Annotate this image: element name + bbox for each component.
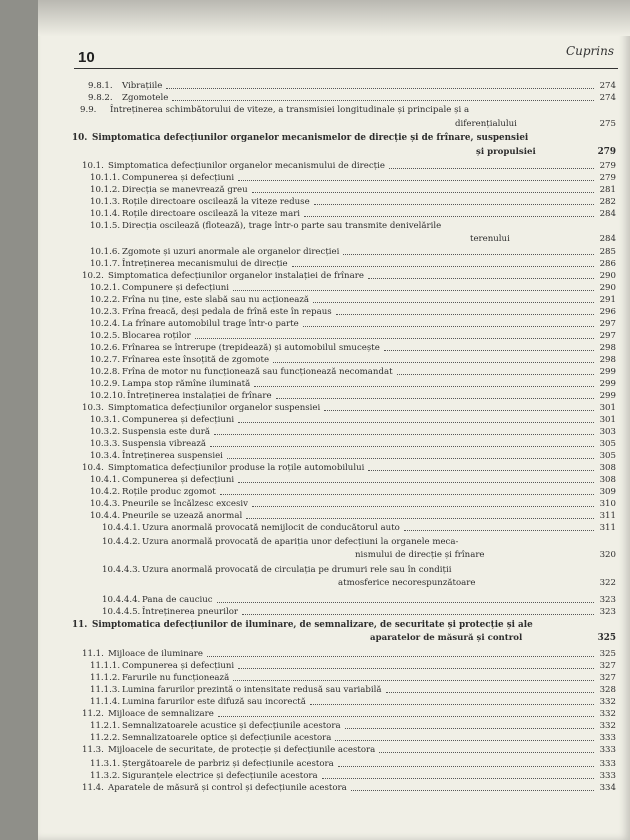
toc-entry-title: Compunerea și defecțiuni [122, 173, 235, 183]
toc-entry-page: 305 [599, 451, 616, 461]
toc-dot-leader [238, 474, 594, 483]
toc-entry-number: 10.4.4.4. [102, 595, 141, 605]
toc-entry-title: Semnalizatoarele acustice și defecțiunile acestora [122, 721, 341, 731]
toc-entry [38, 594, 630, 606]
toc-dot-leader [238, 172, 594, 181]
toc-entry [38, 708, 630, 720]
toc-entry [38, 648, 630, 660]
toc-dot-leader [304, 208, 594, 217]
toc-entry-title: Pana de cauciuc [142, 595, 213, 605]
toc-entry [38, 536, 630, 560]
toc-entry [38, 732, 630, 744]
toc-dot-leader [303, 318, 594, 327]
toc-entry-page: 334 [599, 783, 616, 793]
toc-entry [38, 414, 630, 426]
toc-entry-number: 11.2.2. [90, 733, 121, 743]
toc-entry-page: 325 [599, 649, 616, 659]
toc-entry-page: 290 [599, 283, 616, 293]
toc-entry-number: 10.4.3. [90, 499, 121, 509]
toc-entry-continuation: diferențialului [455, 119, 517, 129]
toc-entry-number: 10.3.2. [90, 427, 121, 437]
toc-dot-leader [220, 486, 594, 495]
toc-entry-number: 10.2.1. [90, 283, 121, 293]
toc-entry [38, 522, 630, 534]
page-number: 10 [78, 49, 95, 66]
toc-entry-number: 11.1.4. [90, 697, 121, 707]
toc-entry-number: 10.2.2. [90, 295, 121, 305]
toc-entry [38, 294, 630, 306]
toc-entry-number: 10.2. [82, 271, 104, 281]
toc-entry-page: 291 [599, 295, 616, 305]
toc-entry [38, 342, 630, 354]
toc-dot-leader [314, 196, 594, 205]
toc-dot-leader [338, 758, 594, 767]
toc-entry-title: Siguranțele electrice și defecțiunile acestora [122, 771, 318, 781]
toc-entry-title: Roțile directoare oscilează la viteze mari [122, 209, 301, 219]
toc-entry-title: Frîna nu ține, este slabă sau nu acționează [122, 295, 310, 305]
toc-entry-title: Mijloace de semnalizare [108, 709, 214, 719]
toc-entry-continuation: terenului [470, 234, 510, 244]
toc-entry-title: La frînare automobilul trage într-o parte [122, 319, 299, 329]
toc-dot-leader [310, 696, 594, 705]
toc-entry-title: Frîna de motor nu funcționează sau funcționează necomandat [122, 367, 393, 377]
toc-entry-number: 10.1.1. [90, 173, 121, 183]
toc-entry-title: Pneurile se încălzesc excesiv [122, 499, 248, 509]
toc-entry-number: 10.4.2. [90, 487, 121, 497]
toc-entry-page: 279 [597, 147, 616, 157]
toc-dot-leader [273, 354, 594, 363]
toc-entry-number: 10.2.8. [90, 367, 121, 377]
toc-entry-continuation: și propulsiei [476, 147, 536, 157]
toc-entry [38, 696, 630, 708]
toc-entry [38, 402, 630, 414]
toc-entry [38, 474, 630, 486]
toc-entry [38, 450, 630, 462]
toc-entry-title: Vibrațiile [122, 81, 163, 91]
toc-entry-title: Întreținerea pneurilor [142, 607, 238, 617]
toc-entry-number: 9.8.2. [88, 93, 113, 103]
toc-entry-number: 11. [72, 620, 88, 630]
toc-dot-leader [218, 708, 594, 717]
toc-dot-leader [238, 414, 594, 423]
toc-dot-leader [292, 258, 594, 267]
toc-entry-page: 333 [599, 771, 616, 781]
toc-dot-leader [336, 306, 594, 315]
toc-entry [38, 92, 630, 104]
toc-entry-title: Simptomatica defecțiunilor organelor suspensiei [108, 403, 321, 413]
toc-entry-page: 301 [599, 415, 616, 425]
toc-entry-title: Întreținerea suspensiei [122, 451, 223, 461]
toc-dot-leader [343, 246, 594, 255]
toc-dot-leader [195, 330, 594, 339]
toc-entry [38, 758, 630, 770]
toc-entry-title: Simptomatica defecțiunilor organelor instalației de frînare [108, 271, 364, 281]
toc-entry-number: 10.3.1. [90, 415, 121, 425]
toc-entry-number: 10.4.4.5. [102, 607, 141, 617]
toc-entry-page: 320 [599, 550, 616, 560]
toc-dot-leader [246, 510, 594, 519]
header-rule [74, 68, 618, 69]
toc-entry [38, 366, 630, 378]
toc-entry-title: Direcția oscilează (flotează), trage într-o parte sau transmite denivelările [122, 221, 442, 231]
section-title: Cuprins [565, 44, 614, 58]
toc-entry-number: 10.3.4. [90, 451, 121, 461]
toc-entry-title: Suspensia este dură [122, 427, 211, 437]
toc-entry-page: 299 [599, 367, 616, 377]
toc-entry-number: 9.9. [80, 105, 97, 115]
toc-entry [38, 619, 630, 643]
toc-entry-page: 311 [599, 523, 616, 533]
toc-dot-leader [207, 648, 594, 657]
toc-entry-page: 311 [599, 511, 616, 521]
toc-dot-leader [324, 402, 594, 411]
toc-entry-page: 274 [599, 93, 616, 103]
toc-entry-number: 11.4. [82, 783, 104, 793]
toc-dot-leader [322, 770, 594, 779]
toc-entry-page: 328 [599, 685, 616, 695]
toc-entry [38, 438, 630, 450]
toc-dot-leader [351, 782, 594, 791]
toc-entry-title: Întreținerea instalației de frînare [127, 391, 272, 401]
toc-entry [38, 246, 630, 258]
toc-entry [38, 330, 630, 342]
toc-entry-title: Roțile produc zgomot [122, 487, 216, 497]
toc-entry-number: 11.3.1. [90, 759, 121, 769]
toc-entry-page: 299 [599, 391, 616, 401]
toc-dot-leader [233, 672, 594, 681]
toc-dot-leader [397, 366, 594, 375]
toc-entry-title: Frînarea este însoțită de zgomote [122, 355, 270, 365]
toc-dot-leader [386, 684, 594, 693]
toc-entry-number: 10.1.5. [90, 221, 121, 231]
toc-entry-number: 10.2.3. [90, 307, 121, 317]
toc-entry-continuation: nismului de direcție și frînare [355, 550, 485, 560]
toc-entry-title: Compunerea și defecțiuni [122, 415, 235, 425]
toc-entry-page: 299 [599, 379, 616, 389]
toc-entry [38, 462, 630, 474]
toc-entry-page: 297 [599, 331, 616, 341]
toc-entry-page: 332 [599, 697, 616, 707]
toc-entry-page: 308 [599, 475, 616, 485]
toc-dot-leader [313, 294, 594, 303]
toc-entry-title: Simptomatica defecțiunilor organelor mecanismului de direcție [108, 161, 385, 171]
toc-entry-number: 11.2. [82, 709, 104, 719]
toc-entry-page: 298 [599, 355, 616, 365]
toc-entry-title: Blocarea roților [122, 331, 191, 341]
toc-dot-leader [172, 92, 594, 101]
toc-entry [38, 498, 630, 510]
toc-dot-leader [335, 732, 594, 741]
toc-entry [38, 172, 630, 184]
toc-entry-page: 308 [599, 463, 616, 473]
toc-entry-title: Aparatele de măsură și control și defecțiunile acestora [108, 783, 347, 793]
toc-dot-leader [389, 160, 594, 169]
toc-entry-page: 290 [599, 271, 616, 281]
toc-dot-leader [368, 462, 594, 471]
toc-entry-page: 305 [599, 439, 616, 449]
toc-entry-page: 284 [599, 234, 616, 244]
toc-entry-page: 296 [599, 307, 616, 317]
toc-entry-title: Lumina farurilor prezintă o intensitate redusă sau variabilă [122, 685, 382, 695]
toc-entry-title: Lumina farurilor este difuză sau incorectă [122, 697, 306, 707]
toc-entry-title: Compunere și defecțiuni [122, 283, 230, 293]
toc-entry-continuation: aparatelor de măsură și control [370, 633, 523, 643]
toc-entry-page: 333 [599, 745, 616, 755]
toc-entry-page: 286 [599, 259, 616, 269]
toc-entry [38, 160, 630, 172]
toc-entry-page: 309 [599, 487, 616, 497]
toc-entry-title: Mijloace de iluminare [108, 649, 203, 659]
toc-entry-page: 310 [599, 499, 616, 509]
toc-dot-leader [252, 184, 594, 193]
toc-entry-number: 10.2.4. [90, 319, 121, 329]
toc-entry-number: 10.2.6. [90, 343, 121, 353]
toc-entry-number: 11.1.1. [90, 661, 121, 671]
toc-dot-leader [384, 342, 594, 351]
toc-dot-leader [345, 720, 594, 729]
toc-entry-number: 10. [72, 133, 88, 143]
toc-entry-page: 285 [599, 247, 616, 257]
toc-dot-leader [254, 378, 594, 387]
toc-entry-page: 298 [599, 343, 616, 353]
toc-dot-leader [214, 426, 594, 435]
toc-dot-leader [217, 594, 594, 603]
toc-entry-page: 281 [599, 185, 616, 195]
toc-entry [38, 684, 630, 696]
toc-entry-number: 11.3.2. [90, 771, 121, 781]
toc-entry [38, 782, 630, 794]
toc-entry-page: 323 [599, 595, 616, 605]
toc-dot-leader [252, 498, 594, 507]
toc-entry-page: 301 [599, 403, 616, 413]
toc-dot-leader [166, 80, 594, 89]
toc-entry-title: Mijloacele de securitate, de protecție și defecțiunile acestora [108, 745, 376, 755]
toc-entry-page: 325 [597, 633, 616, 643]
toc-entry [38, 486, 630, 498]
toc-entry-number: 10.2.7. [90, 355, 121, 365]
toc-entry-title: Roțile directoare oscilează la viteze reduse [122, 197, 310, 207]
toc-entry-number: 10.1.4. [90, 209, 121, 219]
toc-entry-continuation: atmosferice necorespunzătoare [338, 578, 476, 588]
toc-entry-page: 279 [599, 161, 616, 171]
toc-dot-leader [227, 450, 594, 459]
toc-entry-title: Zgomotele [122, 93, 169, 103]
toc-entry-title: Uzura anormală provocată nemijlocit de conducătorul auto [142, 523, 400, 533]
toc-entry [38, 132, 630, 157]
toc-entry-title: Suspensia vibrează [122, 439, 207, 449]
toc-entry-number: 10.4.4.3. [102, 565, 141, 575]
toc-entry-title: Frîna freacă, deși pedala de frînă este în repaus [122, 307, 332, 317]
toc-entry [38, 744, 630, 756]
toc-entry-title: Întreținerea mecanismului de direcție [122, 259, 288, 269]
toc-entry-number: 10.2.5. [90, 331, 121, 341]
toc-entry [38, 104, 630, 129]
toc-entry-page: 327 [599, 673, 616, 683]
toc-entry [38, 196, 630, 208]
toc-entry-page: 333 [599, 759, 616, 769]
toc-entry-title: Uzura anormală provocată de apariția unor defecțiuni la organele meca- [142, 537, 459, 547]
toc-entry-page: 282 [599, 197, 616, 207]
toc-entry-number: 10.3.3. [90, 439, 121, 449]
toc-entry-title: Compunerea și defecțiuni [122, 475, 235, 485]
toc-entry-number: 10.1.7. [90, 259, 121, 269]
toc-entry-number: 10.1.3. [90, 197, 121, 207]
toc-entry-number: 10.4.4.1. [102, 523, 141, 533]
toc-entry [38, 318, 630, 330]
toc-entry [38, 564, 630, 588]
toc-entry-number: 10.1.6. [90, 247, 121, 257]
toc-entry-page: 284 [599, 209, 616, 219]
toc-entry-number: 9.8.1. [88, 81, 113, 91]
toc-entry-title: Ștergătoarele de parbriz și defecțiunile acestora [122, 759, 334, 769]
toc-entry [38, 258, 630, 270]
toc-entry [38, 184, 630, 196]
toc-entry-number: 11.3. [82, 745, 104, 755]
toc-dot-leader [210, 438, 594, 447]
toc-entry-page: 279 [599, 173, 616, 183]
toc-entry-page: 333 [599, 733, 616, 743]
toc-entry [38, 354, 630, 366]
toc-entry [38, 390, 630, 402]
toc-entry-page: 275 [599, 119, 616, 129]
toc-entry-number: 10.4. [82, 463, 104, 473]
toc-entry-title: Întreținerea schimbătorului de viteze, a transmisiei longitudinale și principale și a [110, 105, 470, 115]
toc-entry-title: Zgomote și uzuri anormale ale organelor direcției [122, 247, 340, 257]
toc-entry-page: 274 [599, 81, 616, 91]
toc-entry-number: 10.2.10. [90, 391, 126, 401]
toc-entry-number: 10.1. [82, 161, 104, 171]
toc-entry [38, 660, 630, 672]
toc-entry-number: 10.4.1. [90, 475, 121, 485]
toc-entry-title: Simptomatica defecțiunilor organelor mecanismelor de direcție și de frînare, suspensiei [92, 133, 529, 143]
toc-dot-leader [368, 270, 594, 279]
toc-dot-leader [276, 390, 594, 399]
toc-dot-leader [404, 522, 594, 531]
toc-entry [38, 510, 630, 522]
toc-entry-title: Lampa stop rămîne iluminată [122, 379, 251, 389]
toc-entry-title: Simptomatica defecțiunilor de iluminare, de semnalizare, de securitate și protecție și ale [92, 620, 533, 630]
toc-entry-title: Pneurile se uzează anormal [122, 511, 243, 521]
toc-entry [38, 720, 630, 732]
toc-entry [38, 770, 630, 782]
toc-entry-page: 332 [599, 721, 616, 731]
toc-dot-leader [238, 660, 594, 669]
toc-entry [38, 378, 630, 390]
toc-entry-number: 11.2.1. [90, 721, 121, 731]
toc-entry [38, 306, 630, 318]
toc-entry [38, 208, 630, 220]
toc-entry-page: 332 [599, 709, 616, 719]
toc-entry [38, 80, 630, 92]
toc-entry-number: 11.1. [82, 649, 104, 659]
toc-entry-title: Uzura anormală provocată de circulația pe drumuri rele sau în condiții [142, 565, 452, 575]
toc-entry-number: 10.4.4.2. [102, 537, 141, 547]
toc-entry-page: 303 [599, 427, 616, 437]
toc-entry [38, 282, 630, 294]
toc-dot-leader [379, 744, 594, 753]
toc-entry-page: 327 [599, 661, 616, 671]
toc-entry [38, 220, 630, 244]
page-edge-shadow [38, 0, 630, 36]
toc-entry [38, 606, 630, 618]
toc-entry-page: 322 [599, 578, 616, 588]
toc-dot-leader [233, 282, 594, 291]
toc-entry-number: 11.1.2. [90, 673, 121, 683]
toc-entry-title: Simptomatica defecțiunilor produse la roțile automobilului [108, 463, 365, 473]
toc-entry-number: 11.1.3. [90, 685, 121, 695]
toc-entry [38, 672, 630, 684]
toc-entry-title: Compunerea și defecțiuni [122, 661, 235, 671]
toc-entry-number: 10.3. [82, 403, 104, 413]
toc-entry [38, 270, 630, 282]
book-page [38, 0, 630, 840]
toc-entry [38, 426, 630, 438]
toc-entry-page: 297 [599, 319, 616, 329]
toc-entry-number: 10.1.2. [90, 185, 121, 195]
toc-entry-number: 10.4.4. [90, 511, 121, 521]
toc-entry-title: Semnalizatoarele optice și defecțiunile acestora [122, 733, 332, 743]
toc-entry-title: Direcția se manevrează greu [122, 185, 248, 195]
toc-entry-page: 323 [599, 607, 616, 617]
toc-entry-title: Frînarea se întrerupe (trepidează) și automobilul smucește [122, 343, 380, 353]
toc-dot-leader [242, 606, 594, 615]
toc-entry-number: 10.2.9. [90, 379, 121, 389]
toc-entry-title: Farurile nu funcționează [122, 673, 230, 683]
